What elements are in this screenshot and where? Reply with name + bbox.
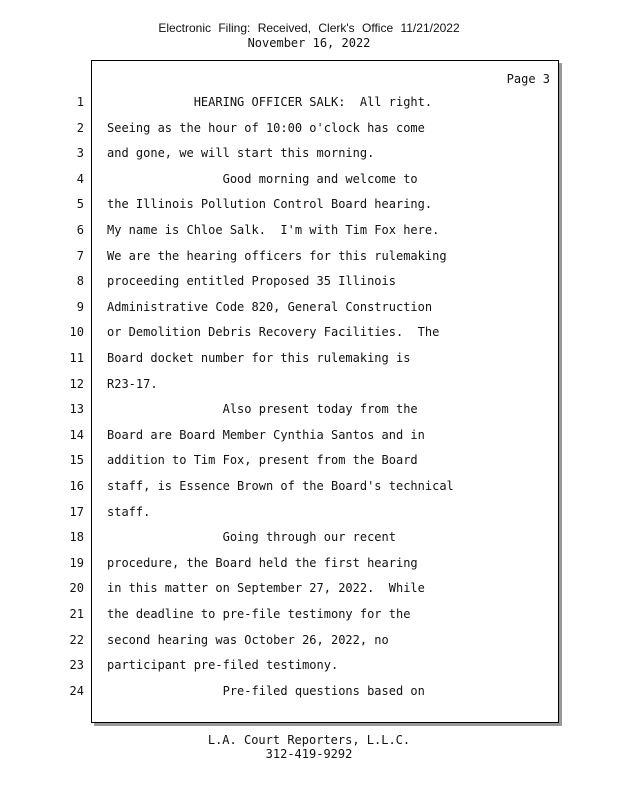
- reporter-company: L.A. Court Reporters, L.L.C.: [207, 733, 411, 747]
- line-text: My name is Chloe Salk. I'm with Tim Fox here.: [107, 223, 440, 237]
- line-number: 18: [69, 530, 84, 545]
- line-text: addition to Tim Fox, present from the Board: [107, 453, 418, 468]
- line-number: 21: [69, 607, 84, 621]
- line-number: 13: [69, 402, 84, 417]
- line-text: Good morning and welcome to: [107, 171, 418, 186]
- filing-stamp: Electronic Filing: Received, Clerk's Office 11/21/2022: [158, 21, 460, 35]
- line-text: second hearing was October 26, 2022, no: [107, 632, 389, 647]
- line-text: HEARING OFFICER SALK: All right.: [107, 95, 433, 109]
- line-text: Board are Board Member Cynthia Santos and in: [107, 427, 425, 442]
- line-number: 14: [69, 427, 84, 442]
- line-number: 23: [69, 658, 84, 673]
- line-text: procedure, the Board held the first hearing: [107, 555, 418, 570]
- line-text: participant pre-filed testimony.: [107, 658, 339, 673]
- line-text: the Illinois Pollution Control Board hearing.: [107, 197, 433, 212]
- line-number: 17: [69, 504, 84, 519]
- line-text: We are the hearing officers for this rulemaking: [107, 248, 447, 263]
- line-number: 19: [69, 555, 84, 570]
- line-number: 7: [76, 248, 84, 263]
- line-text: Also present today from the: [107, 402, 418, 417]
- line-number: 6: [76, 223, 84, 237]
- line-number: 9: [76, 299, 84, 314]
- line-number: 2: [76, 120, 84, 135]
- line-text: Seeing as the hour of 10:00 o'clock has come: [107, 120, 425, 135]
- line-number: 5: [76, 197, 84, 212]
- line-text: staff.: [107, 504, 151, 519]
- line-number: 4: [76, 171, 84, 186]
- line-number: 10: [69, 325, 84, 340]
- reporter-phone: 312-419-9292: [265, 747, 353, 761]
- line-text: Board docket number for this rulemaking is: [107, 351, 411, 365]
- line-number: 20: [69, 581, 84, 596]
- line-text: proceeding entitled Proposed 35 Illinois: [107, 274, 396, 289]
- line-number: 8: [76, 274, 84, 289]
- line-text: Administrative Code 820, General Construction: [107, 299, 433, 314]
- line-number: 11: [69, 351, 84, 365]
- line-number: 15: [69, 453, 84, 468]
- line-number: 24: [69, 683, 84, 698]
- page-number: Page 3: [506, 72, 550, 86]
- line-number: 16: [69, 479, 84, 493]
- line-text: or Demolition Debris Recovery Facilities. The: [107, 325, 440, 340]
- line-text: Going through our recent: [107, 530, 396, 545]
- line-number: 12: [69, 376, 84, 391]
- line-text: R23-17.: [107, 376, 158, 391]
- hearing-date: November 16, 2022: [247, 36, 371, 50]
- line-number: 22: [69, 632, 84, 647]
- line-text: staff, is Essence Brown of the Board's technical: [107, 479, 454, 493]
- line-text: in this matter on September 27, 2022. While: [107, 581, 425, 596]
- line-number: 1: [76, 95, 84, 109]
- line-text: Pre-filed questions based on: [107, 683, 425, 698]
- line-text: the deadline to pre-file testimony for the: [107, 607, 411, 621]
- line-text: and gone, we will start this morning.: [107, 146, 375, 161]
- line-number: 3: [76, 146, 84, 161]
